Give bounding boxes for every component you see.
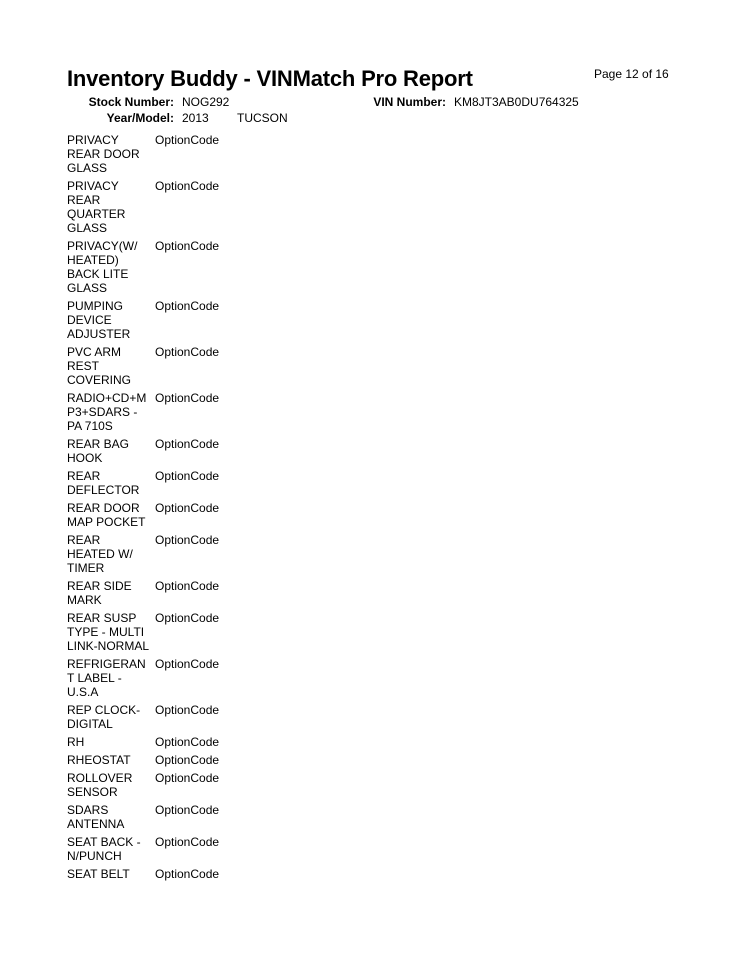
option-name: PRIVACY REAR QUARTER GLASS [67, 179, 126, 235]
option-type: OptionCode [155, 501, 220, 515]
option-row [67, 753, 267, 767]
option-row [67, 469, 267, 497]
option-row [67, 803, 267, 831]
option-row [67, 611, 267, 653]
vin-number-label: VIN Number: [373, 95, 446, 109]
option-name: RHEOSTAT [67, 753, 131, 767]
option-type: OptionCode [155, 753, 220, 767]
option-row [67, 835, 267, 863]
option-row [67, 771, 267, 799]
option-type: OptionCode [155, 133, 220, 147]
option-name: REAR SUSP TYPE - MULTI LINK-NORMAL [67, 611, 150, 653]
option-type: OptionCode [155, 611, 220, 625]
option-type: OptionCode [155, 867, 220, 881]
option-name: PRIVACY(W/ HEATED) BACK LITE GLASS [67, 239, 138, 295]
option-name: SEAT BACK - N/PUNCH [67, 835, 141, 863]
option-name: REP CLOCK- DIGITAL [67, 703, 141, 731]
options-list [67, 133, 267, 885]
option-name: REAR DOOR MAP POCKET [67, 501, 146, 529]
stock-number-value: NOG292 [182, 95, 230, 109]
option-name: ROLLOVER SENSOR [67, 771, 133, 799]
stock-number-label: Stock Number: [88, 95, 174, 109]
option-name: REAR HEATED W/ TIMER [67, 533, 133, 575]
option-row [67, 239, 267, 295]
page-number: Page 12 of 16 [594, 67, 669, 81]
report-title: Inventory Buddy - VINMatch Pro Report [67, 66, 473, 91]
option-name: REFRIGERAN T LABEL - U.S.A [67, 657, 146, 699]
option-row [67, 501, 267, 529]
year-model-label: Year/Model: [106, 111, 174, 125]
option-row [67, 437, 267, 465]
option-row [67, 391, 267, 433]
option-name: PVC ARM REST COVERING [67, 345, 132, 387]
option-type: OptionCode [155, 469, 220, 483]
option-name: SEAT BELT [67, 867, 130, 881]
option-name: RH [67, 735, 85, 749]
option-type: OptionCode [155, 703, 220, 717]
option-row [67, 299, 267, 341]
option-type: OptionCode [155, 579, 220, 593]
option-row [67, 179, 267, 235]
option-name: REAR BAG HOOK [67, 437, 130, 465]
option-row [67, 703, 267, 731]
option-row [67, 867, 267, 881]
option-type: OptionCode [155, 735, 220, 749]
option-name: REAR DEFLECTOR [67, 469, 140, 497]
option-row [67, 735, 267, 749]
option-type: OptionCode [155, 771, 220, 785]
option-type: OptionCode [155, 533, 220, 547]
vin-number-value: KM8JT3AB0DU764325 [454, 95, 579, 109]
year-value: 2013 [182, 111, 209, 125]
option-name: PRIVACY REAR DOOR GLASS [67, 133, 140, 175]
option-type: OptionCode [155, 345, 220, 359]
option-type: OptionCode [155, 437, 220, 451]
option-row [67, 345, 267, 387]
option-name: SDARS ANTENNA [67, 803, 125, 831]
option-name: RADIO+CD+M P3+SDARS - PA 710S [67, 391, 147, 433]
option-type: OptionCode [155, 239, 220, 253]
option-type: OptionCode [155, 391, 220, 405]
option-row [67, 133, 267, 175]
option-name: REAR SIDE MARK [67, 579, 132, 607]
model-value: TUCSON [237, 111, 288, 125]
option-type: OptionCode [155, 657, 220, 671]
option-type: OptionCode [155, 299, 220, 313]
option-type: OptionCode [155, 179, 220, 193]
option-row [67, 657, 267, 699]
option-row [67, 533, 267, 575]
option-row [67, 579, 267, 607]
option-type: OptionCode [155, 803, 220, 817]
option-type: OptionCode [155, 835, 220, 849]
option-name: PUMPING DEVICE ADJUSTER [67, 299, 131, 341]
